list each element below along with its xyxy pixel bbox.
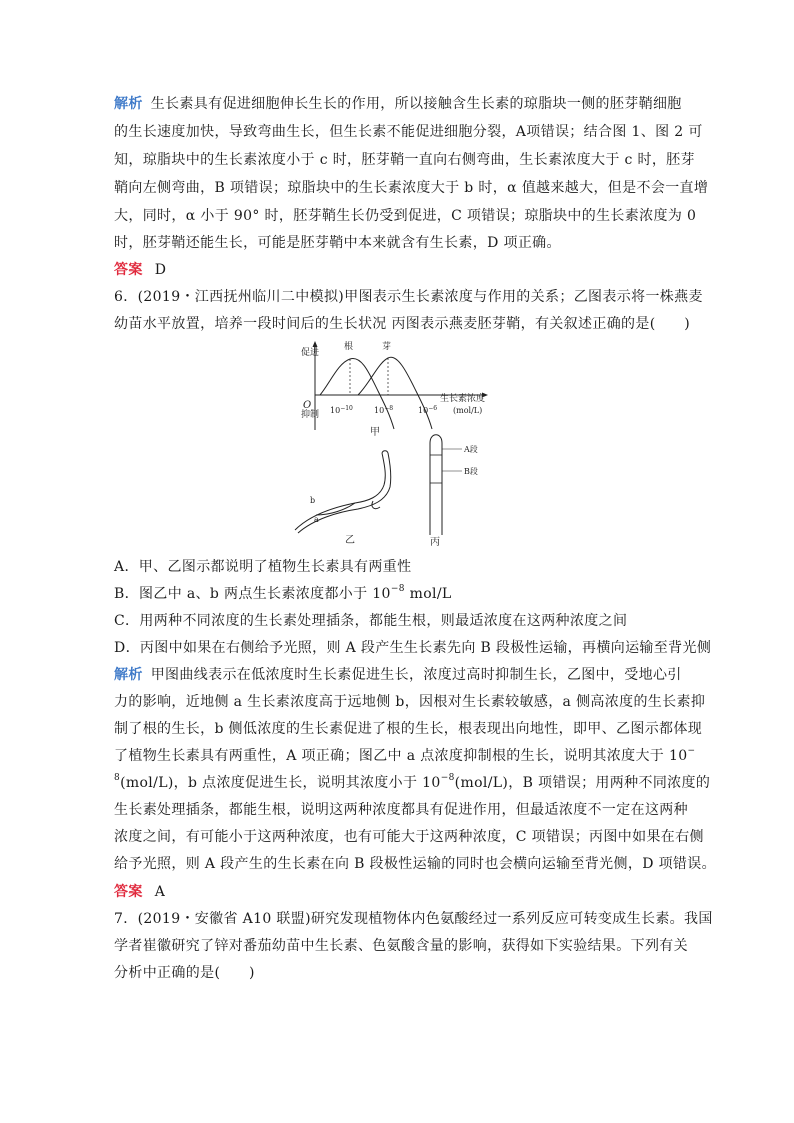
analysis6-line-5-rest: (mol/L)，B 项错误；用两种不同浓度的 <box>454 775 711 791</box>
option-b-text: B．图乙中 a、b 两点生长素浓度都小于 10 <box>114 586 391 602</box>
q7-stem-line-2: 学者崔徽研究了锌对番茄幼苗中生长素、色氨酸含量的影响，获得如下实验结果。下列有关 <box>114 938 688 954</box>
figure-jia <box>301 340 488 438</box>
q7-stem-line-3: 分析中正确的是( ) <box>114 965 255 981</box>
unit-label: (mol/L) <box>453 406 483 415</box>
promote-label: 促进 <box>301 348 320 358</box>
answer-label: 答案 <box>114 262 143 278</box>
answer5 <box>114 260 688 280</box>
bud-curve <box>358 357 432 429</box>
analysis6-line-6: 生长素处理插条，都能生根，说明这两种浓度都具有促进作用，但最适浓度不一定在这两种 <box>114 802 688 818</box>
q6-option-c: C．用两种不同浓度的生长素处理插条，都能生根，则最适浓度在这两种浓度之间 <box>114 613 628 629</box>
answer6 <box>114 882 688 902</box>
analysis6-line-5 <box>114 773 711 793</box>
root-label: 根 <box>344 342 354 352</box>
coleoptile-outline <box>430 435 442 535</box>
y-axis-arrow <box>313 341 318 347</box>
q7-stem-line-1: 7．(2019・安徽省 A10 联盟)研究发现植物体内色氨酸经过一系列反应可转变成生长素。我国 <box>114 911 713 927</box>
seedling-tip <box>382 451 388 453</box>
analysis6-line-4-text: 了植物生长素具有两重性，A 项正确；图乙中 a 点浓度抑制根的生长，说明其浓度大于 10 <box>114 748 688 764</box>
analysis6-exp-sign: − <box>687 746 696 757</box>
segment-b-label: B段 <box>464 467 478 476</box>
analysis6-exp: −8 <box>440 773 455 784</box>
figure-yi <box>295 451 391 546</box>
q6-figure <box>290 335 510 550</box>
analysis6-text: 甲图曲线表示在低浓度时生长素促进生长，浓度过高时抑制生长，乙图中，受地心引 <box>150 667 682 683</box>
answer-value: A <box>154 884 166 900</box>
answer-value: D <box>154 262 167 278</box>
analysis-label: 解析 <box>114 96 143 112</box>
analysis6-line-8: 给予光照，则 A 段产生的生长素在向 B 段极性运输的同时也会横向运输至背光侧，D 项错误。 <box>114 856 716 872</box>
caption-jia: 甲 <box>370 427 380 438</box>
tick-2: $10^{-8}$ <box>374 405 394 415</box>
analysis6-exp-digit: 8 <box>114 773 121 784</box>
tick-3: $10^{-6}$ <box>418 405 438 415</box>
analysis5-line-4: 鞘向左侧弯曲，B 项错误；琼脂块中的生长素浓度大于 b 时，α 值越来越大，但是不会一直增 <box>114 180 709 196</box>
inhibit-label: 抑制 <box>301 410 320 420</box>
q6-option-b <box>114 584 688 604</box>
analysis6-line-4 <box>114 746 696 766</box>
seedling-outline-2 <box>298 453 391 533</box>
seedling-outline-1 <box>295 453 385 530</box>
analysis6-line-1 <box>114 665 688 685</box>
caption-yi: 乙 <box>345 535 355 546</box>
q6-stem-line-1: 6．(2019・江西抚州临川二中模拟)甲图表示生长素浓度与作用的关系；乙图表示将一株燕麦 <box>114 289 703 305</box>
caption-bing: 丙 <box>430 537 440 548</box>
figure-bing <box>430 435 478 548</box>
analysis6-line-5-text: (mol/L)，b 点浓度促进生长，说明其浓度小于 10 <box>120 775 441 791</box>
analysis5-line-1 <box>114 94 688 114</box>
q6-stem-line-2: 幼苗水平放置，培养一段时间后的生长状况 丙图表示燕麦胚芽鞘，有关叙述正确的是( ) <box>114 316 691 332</box>
analysis-label: 解析 <box>114 667 143 683</box>
bud-label: 芽 <box>382 342 392 352</box>
x-axis-label: 生长素浓度 <box>440 394 486 404</box>
analysis6-line-7: 浓度之间，有可能小于这两种浓度，也有可能大于这两种浓度，C 项错误；丙图中如果在右侧 <box>114 829 704 845</box>
q6-option-d: D．丙图中如果在右侧给予光照，则 A 段产生生长素先向 B 段极性运输，再横向运输至背光侧 <box>114 640 712 656</box>
q6-option-a: A．甲、乙图示都说明了植物生长素具有两重性 <box>114 559 412 575</box>
point-a-label: a <box>314 515 319 524</box>
origin-label: O <box>303 400 312 411</box>
answer-label: 答案 <box>114 884 143 900</box>
root-curve <box>320 358 394 429</box>
segment-a-label: A段 <box>464 445 478 454</box>
option-b-exp: −8 <box>390 584 405 595</box>
analysis5-line-6: 时，胚芽鞘还能生长，可能是胚芽鞘中本来就含有生长素，D 项正确。 <box>114 235 561 251</box>
point-b-label: b <box>310 496 316 505</box>
analysis5-line-2: 的生长速度加快，导致弯曲生长，但生长素不能促进细胞分裂，A项错误；结合图 1、图 2 可 <box>114 124 703 140</box>
analysis6-line-3: 制了根的生长，b 侧低浓度的生长素促进了根的生长，根表现出向地性，即甲、乙图示都体现 <box>114 721 703 737</box>
tick-1: $10^{-10}$ <box>330 405 353 415</box>
analysis5-text: 生长素具有促进细胞伸长生长的作用，所以接触含生长素的琼脂块一侧的胚芽鞘细胞 <box>150 96 682 112</box>
analysis5-line-3: 知，琼脂块中的生长素浓度小于 c 时，胚芽鞘一直向右侧弯曲，生长素浓度大于 c 时，胚芽 <box>114 152 695 168</box>
analysis5-line-5: 大，同时，α 小于 90° 时，胚芽鞘生长仍受到促进，C 项错误；琼脂块中的生长素浓度为 0 <box>114 208 697 224</box>
analysis6-line-2: 力的影响，近地侧 a 生长素浓度高于远地侧 b，因根对生长素较敏感，a 侧高浓度的生长素抑 <box>114 694 706 710</box>
option-b-unit: mol/L <box>404 586 452 602</box>
